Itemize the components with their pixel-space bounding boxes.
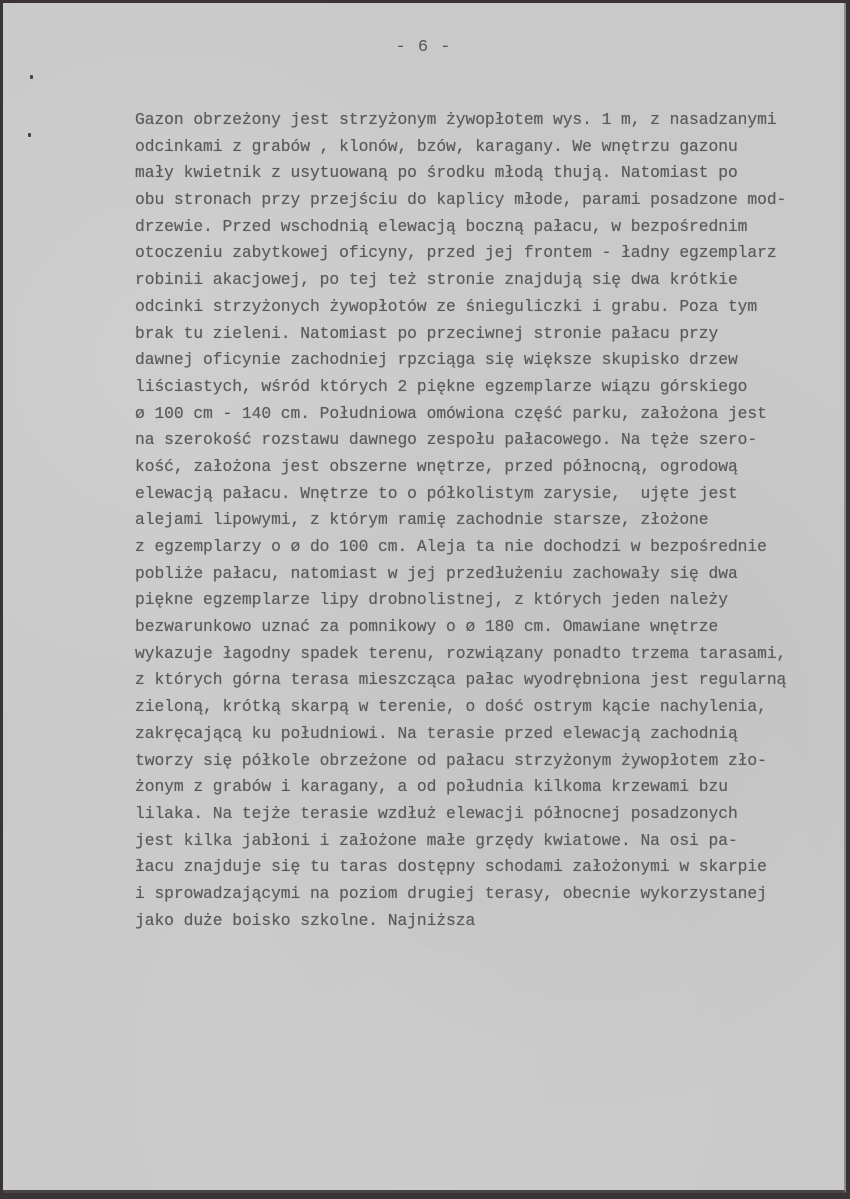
text-line: z egzemplarzy o ø do 100 cm. Aleja ta nie dochodzi w bezpośrednie (135, 537, 767, 556)
typewritten-page (3, 3, 846, 1193)
text-line: zakręcającą ku południowi. Na terasie przed elewacją zachodnią (135, 723, 738, 743)
text-line: liściastych, wśród których 2 piękne egzemplarze wiązu górskiego (135, 376, 748, 396)
margin-speck (30, 75, 33, 79)
text-line: otoczeniu zabytkowej oficyny, przed jej frontem - ładny egzemplarz (135, 243, 777, 263)
text-line: z których górna terasa mieszcząca pałac wyodrębniona jest regularną (135, 670, 787, 690)
text-line: bezwarunkowo uznać za pomnikowy o ø 180 cm. Omawiane wnętrze (135, 617, 719, 637)
text-line: elewacją pałacu. Wnętrze to o półkolistym zarysie, ujęte jest (135, 483, 738, 503)
text-line: robinii akacjowej, po tej też stronie znajdują się dwa krótkie (135, 270, 738, 290)
text-line: zieloną, krótką skarpą w terenie, o dość ostrym kącie nachylenia, (135, 697, 767, 717)
text-line: pobliże pałacu, natomiast w jej przedłużeniu zachowały się dwa (135, 563, 738, 583)
text-line: piękne egzemplarze lipy drobnolistnej, z których jeden należy (135, 590, 728, 610)
text-line: drzewie. Przed wschodnią elewacją boczną pałacu, w bezpośrednim (135, 216, 748, 236)
text-line: lilaka. Na tejże terasie wzdłuż elewacji północnej posadzonych (135, 803, 738, 823)
text-line: ø 100 cm - 140 cm. Południowa omówiona część parku, założona jest (135, 403, 767, 423)
text-line: obu stronach przy przejściu do kaplicy młode, parami posadzone mod- (135, 190, 787, 210)
text-line: dawnej oficynie zachodniej rpzciąga się większe skupisko drzew (135, 350, 738, 370)
text-line: tworzy się półkole obrzeżone od pałacu strzyżonym żywopłotem zło- (135, 750, 767, 770)
text-line: alejami lipowymi, z którym ramię zachodnie starsze, złożone (135, 510, 709, 530)
text-line: i sprowadzającymi na poziom drugiej terasy, obecnie wykorzystanej (135, 883, 767, 903)
body-text (135, 107, 850, 934)
text-line: Gazon obrzeżony jest strzyżonym żywopłotem wys. 1 m, z nasadzanymi (135, 110, 777, 129)
text-line: jako duże boisko szkolne. Najniższa (135, 910, 476, 930)
text-line: mały kwietnik z usytuowaną po środku młodą thują. Natomiast po (135, 163, 738, 183)
margin-speck (28, 133, 31, 137)
text-line: na szerokość rozstawu dawnego zespołu pałacowego. Na tęże szero- (135, 430, 758, 450)
page-number: - 6 - (395, 38, 452, 57)
text-line: żonym z grabów i karagany, a od południa kilkoma krzewami bzu (135, 777, 728, 797)
text-line: odcinki strzyżonych żywopłotów ze śnieguliczki i grabu. Poza tym (135, 296, 758, 316)
text-line: jest kilka jabłoni i założone małe grzędy kwiatowe. Na osi pa- (135, 830, 738, 850)
text-line: odcinkami z grabów , klonów, bzów, karagany. We wnętrzu gazonu (135, 136, 738, 156)
text-line: kość, założona jest obszerne wnętrze, przed północną, ogrodową (135, 456, 738, 476)
text-line: łacu znajduje się tu taras dostępny schodami założonymi w skarpie (135, 857, 767, 877)
text-line: brak tu zieleni. Natomiast po przeciwnej stronie pałacu przy (135, 323, 719, 343)
text-line: wykazuje łagodny spadek terenu, rozwiązany ponadto trzema tarasami, (135, 643, 787, 663)
